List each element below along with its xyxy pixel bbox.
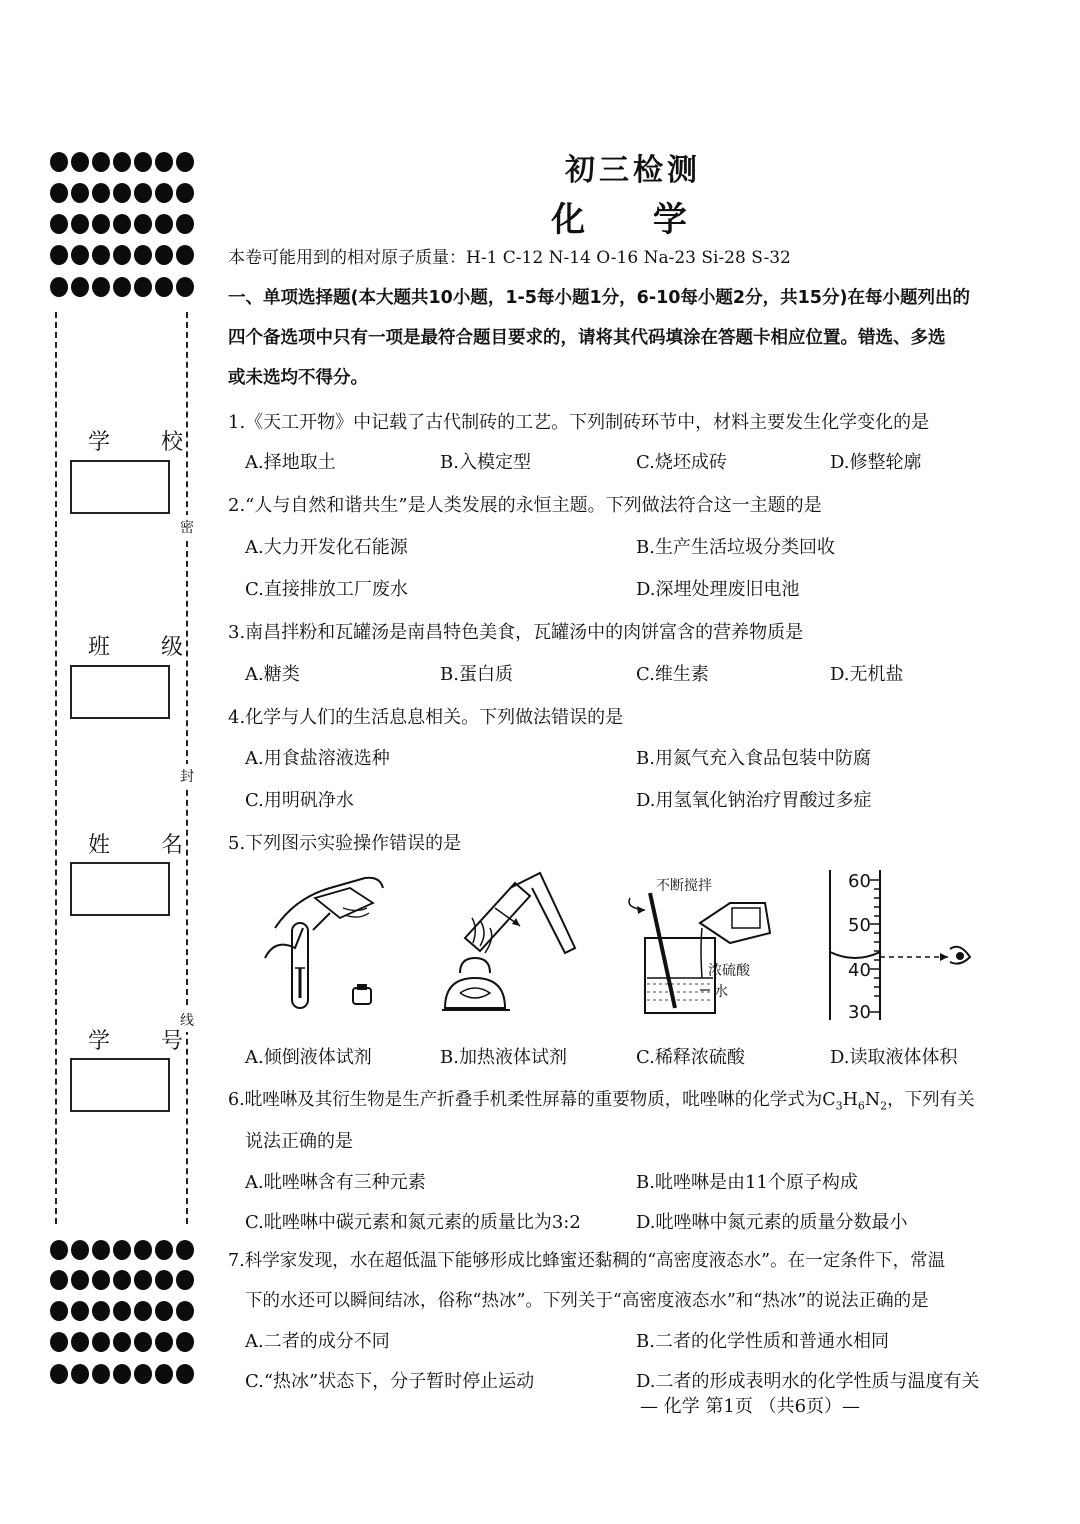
binding-line-left <box>55 312 57 1224</box>
margin-dot <box>155 277 173 297</box>
margin-dot <box>113 1332 131 1352</box>
label-acid: 浓硫酸 <box>708 963 750 979</box>
q2-option-b[interactable]: B.生产生活垃圾分类回收 <box>636 537 835 558</box>
subject-title: 化 学 <box>551 200 715 240</box>
dot-row <box>50 1240 194 1260</box>
q1-option-c[interactable]: C.烧坯成砖 <box>636 452 727 473</box>
q7-option-b[interactable]: B.二者的化学性质和普通水相同 <box>636 1331 889 1352</box>
tick-marks <box>870 880 880 1012</box>
class-input-box[interactable] <box>70 665 170 719</box>
q6-option-b[interactable]: B.吡唑啉是由11个原子构成 <box>636 1172 858 1193</box>
question-5-stem: 5.下列图示实验操作错误的是 <box>228 833 462 854</box>
seal-mark-xian: 线 <box>180 1008 194 1032</box>
dot-row <box>50 1332 194 1352</box>
margin-dot <box>176 245 194 265</box>
dot-row <box>50 1364 194 1384</box>
margin-dot <box>134 1240 152 1260</box>
question-2-stem: 2.“人与自然和谐共生”是人类发展的永恒主题。下列做法符合这一主题的是 <box>228 495 822 516</box>
q5-option-b[interactable]: B.加热液体试剂 <box>440 1047 567 1068</box>
seal-mark-feng: 封 <box>180 764 194 788</box>
margin-dot <box>134 1270 152 1290</box>
dot-row <box>50 1270 194 1290</box>
tick-40: 40 <box>848 960 871 981</box>
margin-dot <box>113 245 131 265</box>
atomic-masses: 本卷可能用到的相对原子质量：H-1 C-12 N-14 O-16 Na-23 Si-28 S-32 <box>228 248 791 268</box>
section-heading: 一、单项选择题(本大题共10小题，1-5每小题1分，6-10每小题2分，共15分)在每小题列出的 <box>228 288 970 308</box>
margin-dot <box>113 1364 131 1384</box>
margin-dot <box>50 1332 68 1352</box>
class-label: 班 级 <box>88 635 205 660</box>
margin-dot <box>176 277 194 297</box>
margin-dot <box>92 245 110 265</box>
tick-60: 60 <box>848 871 871 892</box>
margin-dot <box>50 1270 68 1290</box>
margin-dot <box>134 245 152 265</box>
q4-option-a[interactable]: A.用食盐溶液选种 <box>245 748 390 769</box>
name-input-box[interactable] <box>70 862 170 916</box>
margin-dot <box>50 245 68 265</box>
margin-dot <box>71 1364 89 1384</box>
question-7-stem-line2: 下的水还可以瞬间结冰，俗称“热冰”。下列关于“高密度液态水”和“热冰”的说法正确的是 <box>245 1291 929 1311</box>
margin-dot <box>50 1364 68 1384</box>
q6-sub-h: 6 <box>857 1099 865 1113</box>
margin-dot <box>50 277 68 297</box>
q6-formula-h: H <box>842 1090 858 1110</box>
school-input-box[interactable] <box>70 460 170 514</box>
margin-dot <box>71 277 89 297</box>
page-footer: — 化学 第1页 （共6页）— <box>639 1396 861 1417</box>
label-water: 水 <box>714 984 728 1000</box>
margin-dot <box>92 1332 110 1352</box>
q5-option-d[interactable]: D.读取液体体积 <box>830 1047 958 1068</box>
student-id-input-box[interactable] <box>70 1058 170 1112</box>
margin-dot <box>155 1332 173 1352</box>
margin-dot <box>113 1240 131 1260</box>
margin-dot <box>71 245 89 265</box>
name-label: 姓 名 <box>88 833 205 858</box>
section-heading-line2: 四个备选项中只有一项是最符合题目要求的，请将其代码填涂在答题卡相应位置。错选、多选 <box>228 328 946 348</box>
margin-dot <box>155 1240 173 1260</box>
q5-option-c[interactable]: C.稀释浓硫酸 <box>636 1047 745 1068</box>
margin-dot <box>113 1301 131 1321</box>
student-id-label: 学 号 <box>88 1029 205 1054</box>
question-1-stem: 1.《天工开物》中记载了古代制砖的工艺。下列制砖环节中，材料主要发生化学变化的是 <box>228 412 930 433</box>
margin-dot <box>134 1301 152 1321</box>
margin-dot <box>155 245 173 265</box>
question-6-stem-line2: 说法正确的是 <box>245 1131 353 1152</box>
margin-dot <box>176 1301 194 1321</box>
margin-dot <box>71 1240 89 1260</box>
margin-dot <box>50 1301 68 1321</box>
seal-mark-mi: 密 <box>180 515 194 539</box>
margin-dot <box>176 1270 194 1290</box>
q4-option-c[interactable]: C.用明矾净水 <box>245 790 354 811</box>
exam-title: 初三检测 <box>565 153 701 188</box>
q1-option-a[interactable]: A.择地取土 <box>245 452 336 473</box>
margin-dot <box>176 1240 194 1260</box>
q3-option-c[interactable]: C.维生素 <box>636 664 709 685</box>
margin-dot <box>71 1301 89 1321</box>
margin-dot <box>92 1364 110 1384</box>
margin-dot <box>92 1301 110 1321</box>
q6-stem-text: 6.吡唑啉及其衍生物是生产折叠手机柔性屏幕的重要物质，吡唑啉的化学式为C <box>228 1090 836 1110</box>
tick-50: 50 <box>848 915 871 936</box>
q1-option-b[interactable]: B.入模定型 <box>440 452 531 473</box>
figure-dilute-acid <box>620 868 780 1018</box>
question-6-stem <box>228 1086 975 1113</box>
margin-dot <box>155 1301 173 1321</box>
tick-30: 30 <box>848 1002 871 1023</box>
q7-option-c[interactable]: C.“热冰”状态下，分子暂时停止运动 <box>245 1371 535 1392</box>
margin-dot <box>50 1240 68 1260</box>
dot-row <box>50 277 194 297</box>
q4-option-d[interactable]: D.用氢氧化钠治疗胃酸过多症 <box>636 790 872 811</box>
figure-pour-liquid <box>255 868 395 1018</box>
q5-option-a[interactable]: A.倾倒液体试剂 <box>245 1047 372 1068</box>
q6-option-d[interactable]: D.吡唑啉中氮元素的质量分数最小 <box>636 1212 908 1233</box>
q6-option-a[interactable]: A.吡唑啉含有三种元素 <box>245 1172 426 1193</box>
margin-dot <box>155 1270 173 1290</box>
margin-dot <box>134 277 152 297</box>
question-3-stem: 3.南昌拌粉和瓦罐汤是南昌特色美食，瓦罐汤中的肉饼富含的营养物质是 <box>228 622 804 643</box>
margin-dot <box>113 277 131 297</box>
q3-option-a[interactable]: A.糖类 <box>245 664 300 685</box>
q6-sub-n: 2 <box>880 1099 888 1113</box>
q6-formula-n: N <box>864 1090 881 1110</box>
q2-option-d[interactable]: D.深埋处理废旧电池 <box>636 579 800 600</box>
q6-stem-tail: ，下列有关 <box>887 1090 975 1110</box>
q3-option-b[interactable]: B.蛋白质 <box>440 664 513 685</box>
margin-dot <box>113 1270 131 1290</box>
q4-option-b[interactable]: B.用氮气充入食品包装中防腐 <box>636 748 871 769</box>
margin-dot <box>134 1364 152 1384</box>
section-heading-line3: 或未选均不得分。 <box>228 368 368 388</box>
margin-dot <box>92 1270 110 1290</box>
q6-sub-c: 3 <box>835 1099 843 1113</box>
label-stir: 不断搅拌 <box>656 878 712 894</box>
q2-option-c[interactable]: C.直接排放工厂废水 <box>245 579 408 600</box>
question-7-stem: 7.科学家发现，水在超低温下能够形成比蜂蜜还黏稠的“高密度液态水”。在一定条件下，常温 <box>228 1251 946 1271</box>
margin-dot <box>71 1270 89 1290</box>
margin-dot <box>71 1332 89 1352</box>
q2-option-a[interactable]: A.大力开发化石能源 <box>245 537 408 558</box>
dot-row <box>50 1301 194 1321</box>
q7-option-d[interactable]: D.二者的形成表明水的化学性质与温度有关 <box>636 1371 980 1392</box>
margin-dot <box>92 277 110 297</box>
figure-read-volume <box>820 862 980 1024</box>
q3-option-d[interactable]: D.无机盐 <box>830 664 904 685</box>
margin-dot <box>176 1332 194 1352</box>
q6-option-c[interactable]: C.吡唑啉中碳元素和氮元素的质量比为3:2 <box>245 1212 581 1233</box>
margin-dot <box>176 1364 194 1384</box>
q1-option-d[interactable]: D.修整轮廓 <box>830 452 922 473</box>
q7-option-a[interactable]: A.二者的成分不同 <box>245 1331 390 1352</box>
school-label: 学 校 <box>88 430 205 455</box>
dot-row <box>50 245 194 265</box>
margin-dot <box>92 1240 110 1260</box>
margin-dot <box>155 1364 173 1384</box>
margin-dot <box>134 1332 152 1352</box>
figure-heat-liquid <box>440 868 580 1018</box>
question-4-stem: 4.化学与人们的生活息息相关。下列做法错误的是 <box>228 707 624 728</box>
